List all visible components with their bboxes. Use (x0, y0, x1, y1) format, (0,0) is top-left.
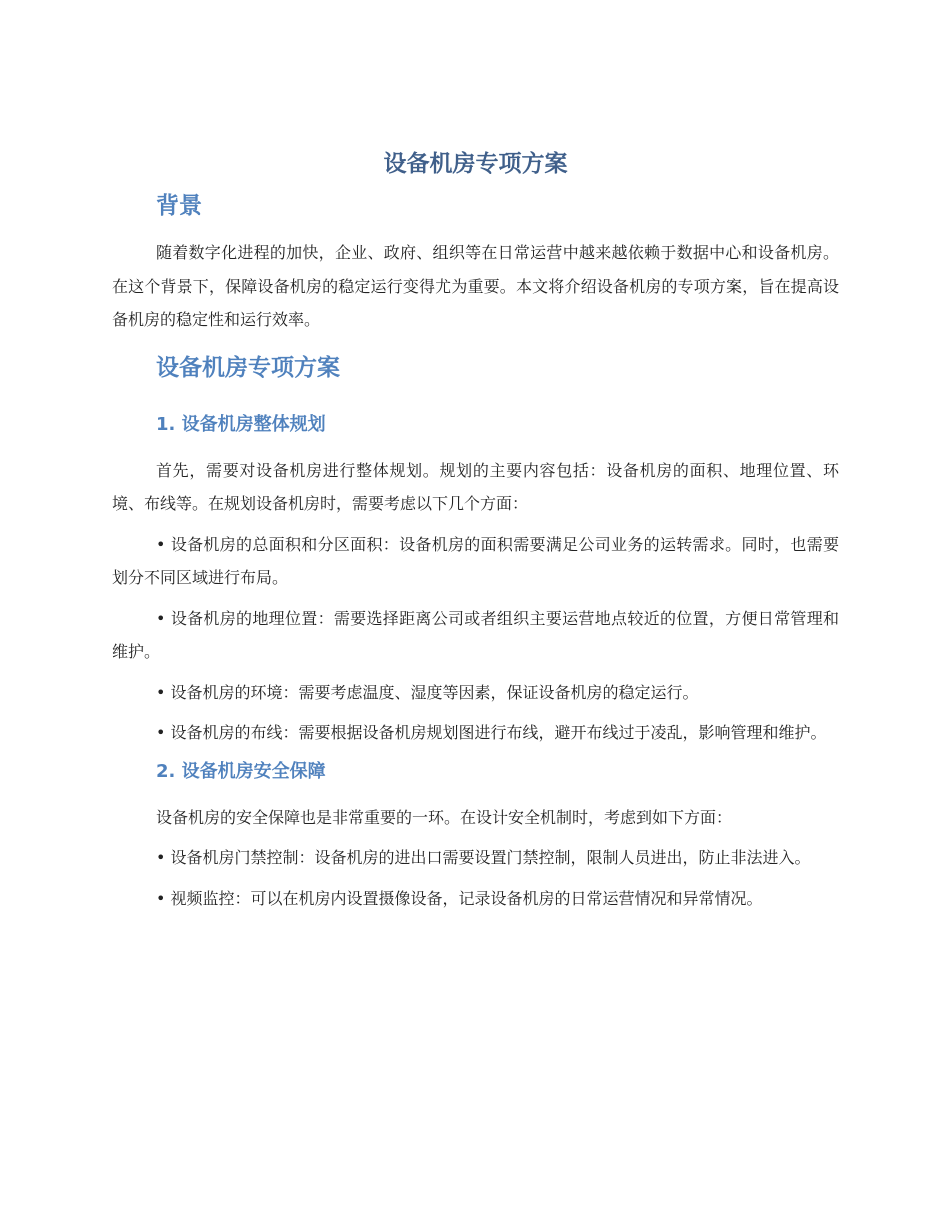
planning-bullet-location: • 设备机房的地理位置：需要选择距离公司或者组织主要运营地点较近的位置，方便日常管理和维护。 (112, 608, 839, 661)
document-title: 设备机房专项方案 (383, 151, 568, 177)
subsection-heading-planning: 1. 设备机房整体规划 (156, 413, 326, 435)
security-intro-paragraph: 设备机房的安全保障也是非常重要的一环。在设计安全机制时，考虑到如下方面： (156, 807, 733, 827)
planning-bullet-environment: • 设备机房的环境：需要考虑温度、湿度等因素，保证设备机房的稳定运行。 (156, 682, 699, 702)
planning-intro-paragraph: 首先，需要对设备机房进行整体规划。规划的主要内容包括：设备机房的面积、地理位置、环境、布线等。在规划设备机房时，需要考虑以下几个方面： (112, 460, 839, 513)
security-bullet-video-monitoring: • 视频监控：可以在机房内设置摄像设备，记录设备机房的日常运营情况和异常情况。 (156, 888, 763, 908)
document-page (112, 148, 839, 915)
section-heading-background: 背景 (156, 193, 202, 219)
section-heading-plan: 设备机房专项方案 (156, 354, 340, 381)
security-bullet-access-control: • 设备机房门禁控制：设备机房的进出口需要设置门禁控制，限制人员进出，防止非法进入。 (156, 848, 811, 867)
background-paragraph: 随着数字化进程的加快，企业、政府、组织等在日常运营中越来越依赖于数据中心和设备机房。在这个背景下，保障设备机房的稳定运行变得尤为重要。本文将介绍设备机房的专项方案，旨在提高设备机房的稳定性和运行效率。 (112, 243, 839, 329)
subsection-heading-security: 2. 设备机房安全保障 (156, 760, 326, 782)
planning-bullet-area: • 设备机房的总面积和分区面积：设备机房的面积需要满足公司业务的运转需求。同时，也需要划分不同区域进行布局。 (112, 534, 839, 587)
planning-bullet-cabling: • 设备机房的布线：需要根据设备机房规划图进行布线，避开布线过于凌乱，影响管理和维护。 (156, 723, 827, 742)
